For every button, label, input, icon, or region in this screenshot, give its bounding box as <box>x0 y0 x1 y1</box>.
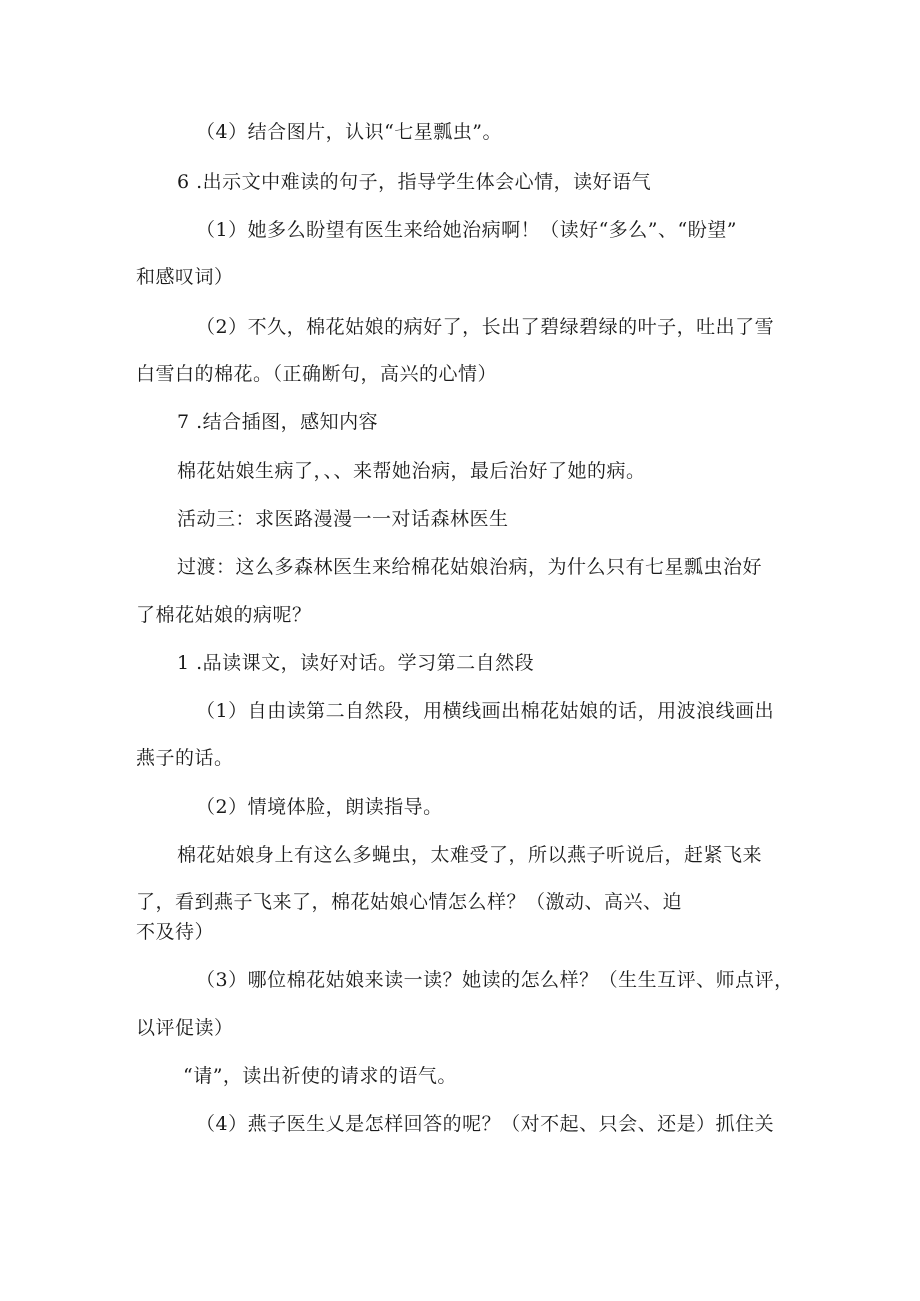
text-line: 棉花姑娘身上有这么多蝇虫，太难受了，所以燕子听说后，赶紧飞来 <box>177 844 763 866</box>
text-line: （3）哪位棉花姑娘来读一读？她读的怎么样？（生生互评、师点评， <box>196 969 794 991</box>
text-line: 活动三：求医路漫漫一一对话森林医生 <box>177 508 509 530</box>
text-line: 了棉花姑娘的病呢？ <box>136 604 312 626</box>
text-line: （2）情境体脸，朗读指导。 <box>196 796 443 818</box>
text-line: 过渡：这么多森林医生来给棉花姑娘治病，为什么只有七星瓢虫治好 <box>177 556 763 578</box>
text-line: 以评促读） <box>136 1017 234 1039</box>
text-line: 燕子的话。 <box>136 747 234 769</box>
text-line: 棉花姑娘生病了，、、来帮她治病，最后治好了她的病。 <box>177 460 646 482</box>
text-line: （1）自由读第二自然段，用横线画出棉花姑娘的话，用波浪线画出 <box>196 700 775 722</box>
text-line: 1 .品读课文，读好对话。学习第二自然段 <box>177 652 535 674</box>
text-line: 7 .结合插图，感知内容 <box>177 411 379 433</box>
text-line: 了，看到燕子飞来了，棉花姑娘心情怎么样？（激动、高兴、迫 <box>136 891 683 913</box>
text-line: 白雪白的棉花。（正确断句，高兴的心情） <box>136 363 498 385</box>
text-line: （4）结合图片，认识“七星瓢虫”。 <box>196 121 503 143</box>
text-line: 6 .出示文中难读的句子，指导学生体会心情，读好语气 <box>177 171 652 193</box>
text-line: （4）燕子医生乂是怎样回答的呢？（对不起、只会、还是）抓住关 <box>196 1113 775 1135</box>
text-line: 不及待） <box>136 921 215 943</box>
text-line: （2）不久，棉花姑娘的病好了，长出了碧绿碧绿的叶子，吐出了雪 <box>196 316 775 338</box>
text-line: 和感叹词） <box>136 266 234 288</box>
text-line: “请”，读出祈使的请求的语气。 <box>183 1065 457 1087</box>
text-line: （1）她多么盼望有医生来给她治病啊！（读好“多么”、“盼望” <box>196 219 737 241</box>
